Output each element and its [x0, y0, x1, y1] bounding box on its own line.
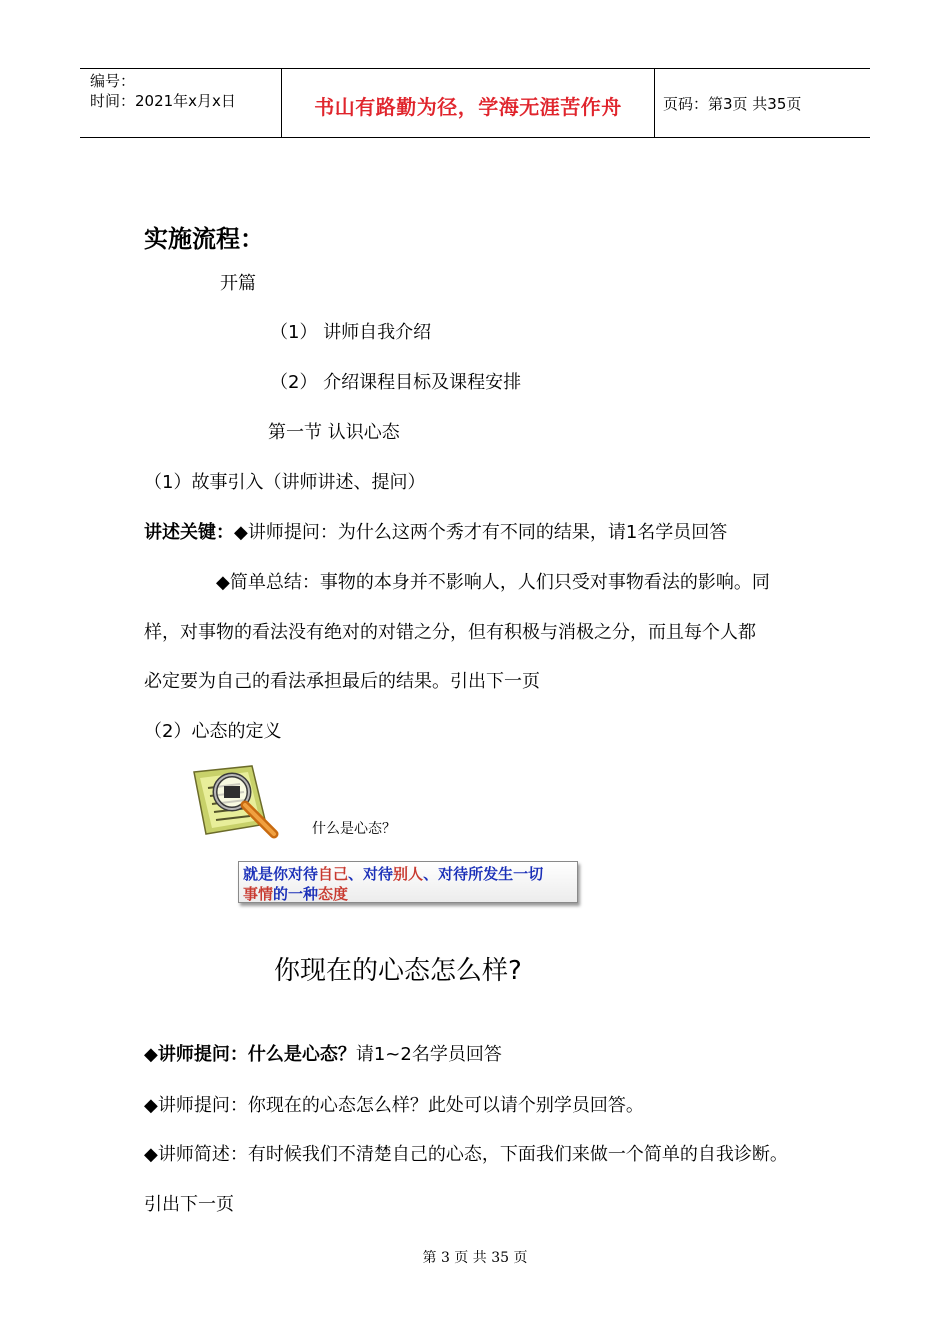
note-3: ◆讲师简述：有时候我们不清楚自己的心态，下面我们来做一个简单的自我诊断。: [144, 1144, 788, 1165]
def-part: 、对待: [348, 865, 394, 883]
date-label: 时间：2021年x月x日: [90, 92, 236, 110]
header-page-cell: [655, 69, 870, 137]
key-points-line: [144, 521, 727, 545]
note-1: [144, 1043, 502, 1067]
motto: 书山有路勤为径，学海无涯苦作舟: [314, 95, 622, 119]
header-left-cell: [80, 69, 282, 137]
def-part: 自己: [318, 865, 349, 883]
note-4: 引出下一页: [144, 1194, 234, 1215]
def-part: 就是你对待: [243, 865, 319, 883]
section-one-title: 第一节 认识心态: [268, 422, 400, 443]
page-info: 页码：第3页 共35页: [663, 95, 802, 113]
summary-line-1: ◆简单总结：事物的本身并不影响人，人们只受对事物看法的影响。同: [216, 572, 770, 593]
what-is-mindset-label: 什么是心态？: [312, 821, 396, 837]
opening-heading: 开篇: [220, 273, 256, 294]
definition-box: [238, 861, 578, 903]
key-points-question: ◆讲师提问：为什么这两个秀才有不同的结果，请1名学员回答: [234, 522, 728, 543]
def-part: 事情: [243, 885, 274, 903]
opening-item-2: （2） 介绍课程目标及课程安排: [270, 372, 522, 393]
story-intro: （1）故事引入（讲师讲述、提问）: [144, 472, 426, 493]
def-part: 的一种: [273, 885, 319, 903]
header-motto-cell: [282, 69, 655, 137]
note-2: ◆讲师提问：你现在的心态怎么样？此处可以请个别学员回答。: [144, 1095, 644, 1116]
section-title: 实施流程：: [144, 225, 264, 253]
note-1-text: 请1~2名学员回答: [355, 1044, 502, 1065]
note-1-bold: ◆讲师提问：什么是心态？: [144, 1044, 356, 1065]
key-points-label: 讲述关键：: [144, 522, 234, 543]
magnifier-document-icon: [188, 762, 284, 842]
def-part: 态度: [318, 885, 349, 903]
current-mindset-question: 你现在的心态怎么样?: [274, 956, 522, 986]
def-part: 、对待所发生一切: [423, 865, 544, 883]
summary-line-3: 必定要为自己的看法承担最后的结果。引出下一页: [144, 671, 540, 692]
opening-item-1: （1） 讲师自我介绍: [270, 322, 432, 343]
summary-line-2: 样，对事物的看法没有绝对的对错之分，但有积极与消极之分，而且每个人都: [144, 622, 756, 643]
def-part: 别人: [393, 865, 424, 883]
definition-heading: （2）心态的定义: [144, 721, 282, 742]
number-label: 编号：: [90, 72, 136, 90]
page-footer: 第 3 页 共 35 页: [422, 1250, 528, 1266]
page-header: [80, 68, 870, 138]
